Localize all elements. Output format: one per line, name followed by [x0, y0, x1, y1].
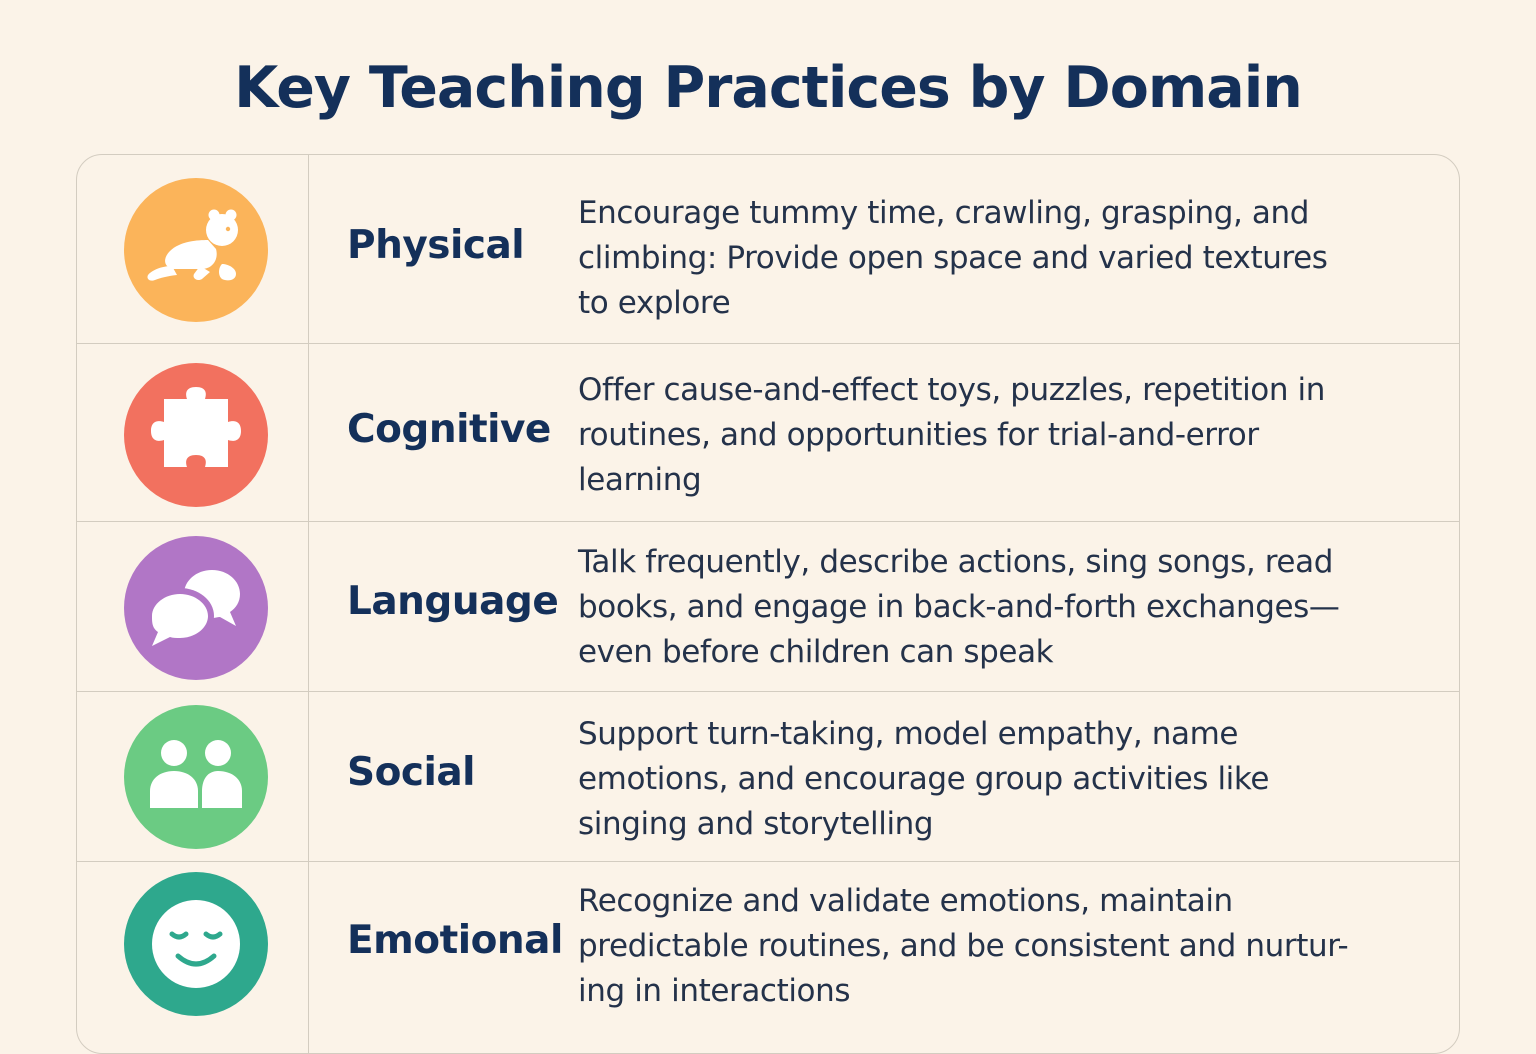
- practice-line: routines, and opportunities for trial-and-error: [578, 417, 1259, 453]
- table-row-physical: [77, 155, 1459, 344]
- practice-line: Talk frequently, describe actions, sing songs, read: [578, 544, 1333, 580]
- two-people-icon: [124, 705, 268, 849]
- domain-label: Emotional: [347, 918, 563, 963]
- smiling-face-icon: [124, 872, 268, 1016]
- practice-description: [578, 540, 1428, 675]
- practice-line: predictable routines, and be consistent and nurtur-: [578, 928, 1349, 964]
- practice-description: [578, 712, 1428, 847]
- practice-line: emotions, and encourage group activities like: [578, 761, 1270, 797]
- domain-label: Language: [347, 579, 559, 624]
- practice-line: climbing: Provide open space and varied textures: [578, 240, 1328, 276]
- practices-table: [76, 154, 1460, 1054]
- crawling-baby-icon: [124, 178, 268, 322]
- practice-description: [578, 191, 1428, 326]
- table-row-emotional: [77, 862, 1459, 1054]
- practice-line: Offer cause-and-effect toys, puzzles, repetition in: [578, 372, 1326, 408]
- practice-line: singing and storytelling: [578, 806, 934, 842]
- table-row-language: [77, 522, 1459, 692]
- practice-description: [578, 879, 1428, 1014]
- emotional-icon-badge: [124, 872, 268, 1016]
- practice-line: ing in interactions: [578, 973, 851, 1009]
- domain-label: Social: [347, 750, 476, 795]
- puzzle-piece-icon: [124, 363, 268, 507]
- page-title: Key Teaching Practices by Domain: [234, 55, 1302, 121]
- domain-label: Cognitive: [347, 407, 551, 452]
- domain-label: Physical: [347, 223, 525, 268]
- physical-icon-badge: [124, 178, 268, 322]
- practice-line: Encourage tummy time, crawling, grasping, and: [578, 195, 1309, 231]
- table-row-cognitive: [77, 344, 1459, 522]
- practice-line: books, and engage in back-and-forth exchanges—: [578, 589, 1340, 625]
- practice-description: [578, 368, 1428, 503]
- language-icon-badge: [124, 536, 268, 680]
- practice-line: to explore: [578, 285, 731, 321]
- practice-line: even before children can speak: [578, 634, 1054, 670]
- cognitive-icon-badge: [124, 363, 268, 507]
- social-icon-badge: [124, 705, 268, 849]
- practice-line: learning: [578, 462, 702, 498]
- speech-bubbles-icon: [124, 536, 268, 680]
- table-row-social: [77, 692, 1459, 862]
- practice-line: Recognize and validate emotions, maintain: [578, 883, 1233, 919]
- practice-line: Support turn-taking, model empathy, name: [578, 716, 1239, 752]
